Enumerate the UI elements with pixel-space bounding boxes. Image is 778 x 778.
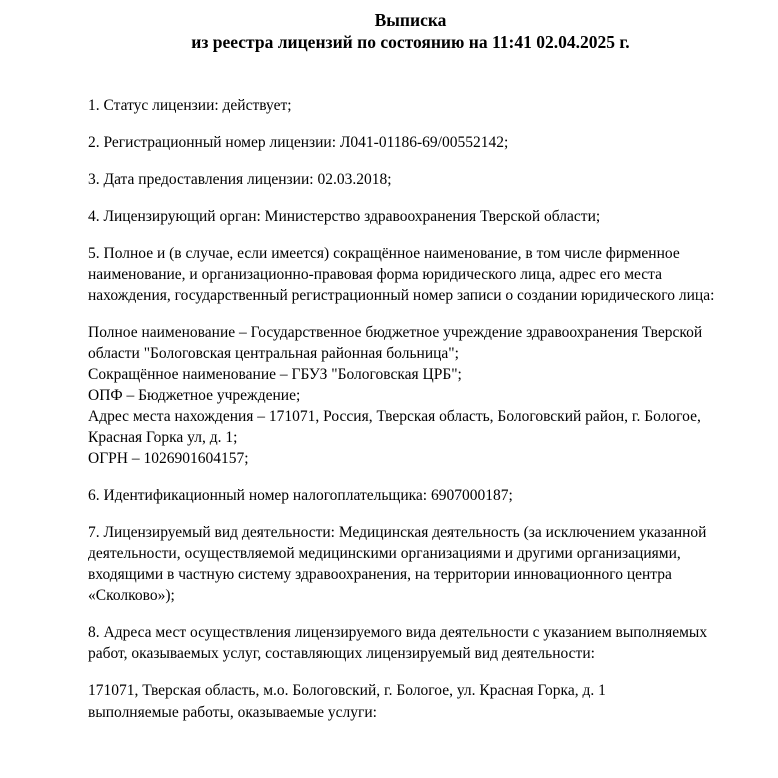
org-full-name: Полное наименование – Государственное бюджетное учреждение здравоохранения Тверской области "Бологовская центральная районная больница";	[88, 324, 703, 362]
licensed-activity-paragraph: 7. Лицензируемый вид деятельности: Медицинская деятельность (за исключением указанной деятельности, осуществляемой медицинскими организациями и другими организациями, входящими в частную систему здравоохранения, на территории инновационного центра «Сколково»);	[88, 524, 707, 604]
activity-addresses-heading-paragraph: 8. Адреса мест осуществления лицензируемого вида деятельности с указанием выполняемых работ, оказываемых услуг, составляющих лицензируемый вид деятельности:	[88, 624, 708, 662]
org-legal-form: ОПФ – Бюджетное учреждение;	[88, 387, 301, 404]
title-line-1: Выписка	[374, 10, 447, 30]
taxpayer-number-paragraph: 6. Идентификационный номер налогоплательщика: 6907000187;	[88, 487, 513, 504]
document-title	[88, 9, 733, 53]
registration-number-paragraph: 2. Регистрационный номер лицензии: Л041-01186-69/00552142;	[88, 134, 509, 151]
works-services-label: выполняемые работы, оказываемые услуги:	[88, 704, 377, 721]
title-line-2: из реестра лицензий по состоянию на 11:41 02.04.2025 г.	[191, 32, 630, 52]
org-short-name: Сокращённое наименование – ГБУЗ "Бологовская ЦРБ";	[88, 366, 462, 383]
organization-details-block	[88, 322, 733, 469]
org-ogrn: ОГРН – 1026901604157;	[88, 450, 249, 467]
grant-date-paragraph: 3. Дата предоставления лицензии: 02.03.2018;	[88, 171, 392, 188]
org-address: Адрес места нахождения – 171071, Россия, Тверская область, Бологовский район, г. Бологое, Красная Горка ул, д. 1;	[88, 408, 701, 446]
activity-address-block	[88, 680, 733, 724]
activity-address-line: 171071, Тверская область, м.о. Бологовский, г. Бологое, ул. Красная Горка, д. 1	[88, 682, 606, 699]
license-status-paragraph: 1. Статус лицензии: действует;	[88, 97, 292, 114]
organization-heading-paragraph: 5. Полное и (в случае, если имеется) сокращённое наименование, в том числе фирменное наименование, и организационно-правовая форма юридического лица, адрес его места нахождения, государственный регистрационный номер записи о создании юридического лица:	[88, 245, 715, 304]
licensing-authority-paragraph: 4. Лицензирующий орган: Министерство здравоохранения Тверской области;	[88, 208, 601, 225]
